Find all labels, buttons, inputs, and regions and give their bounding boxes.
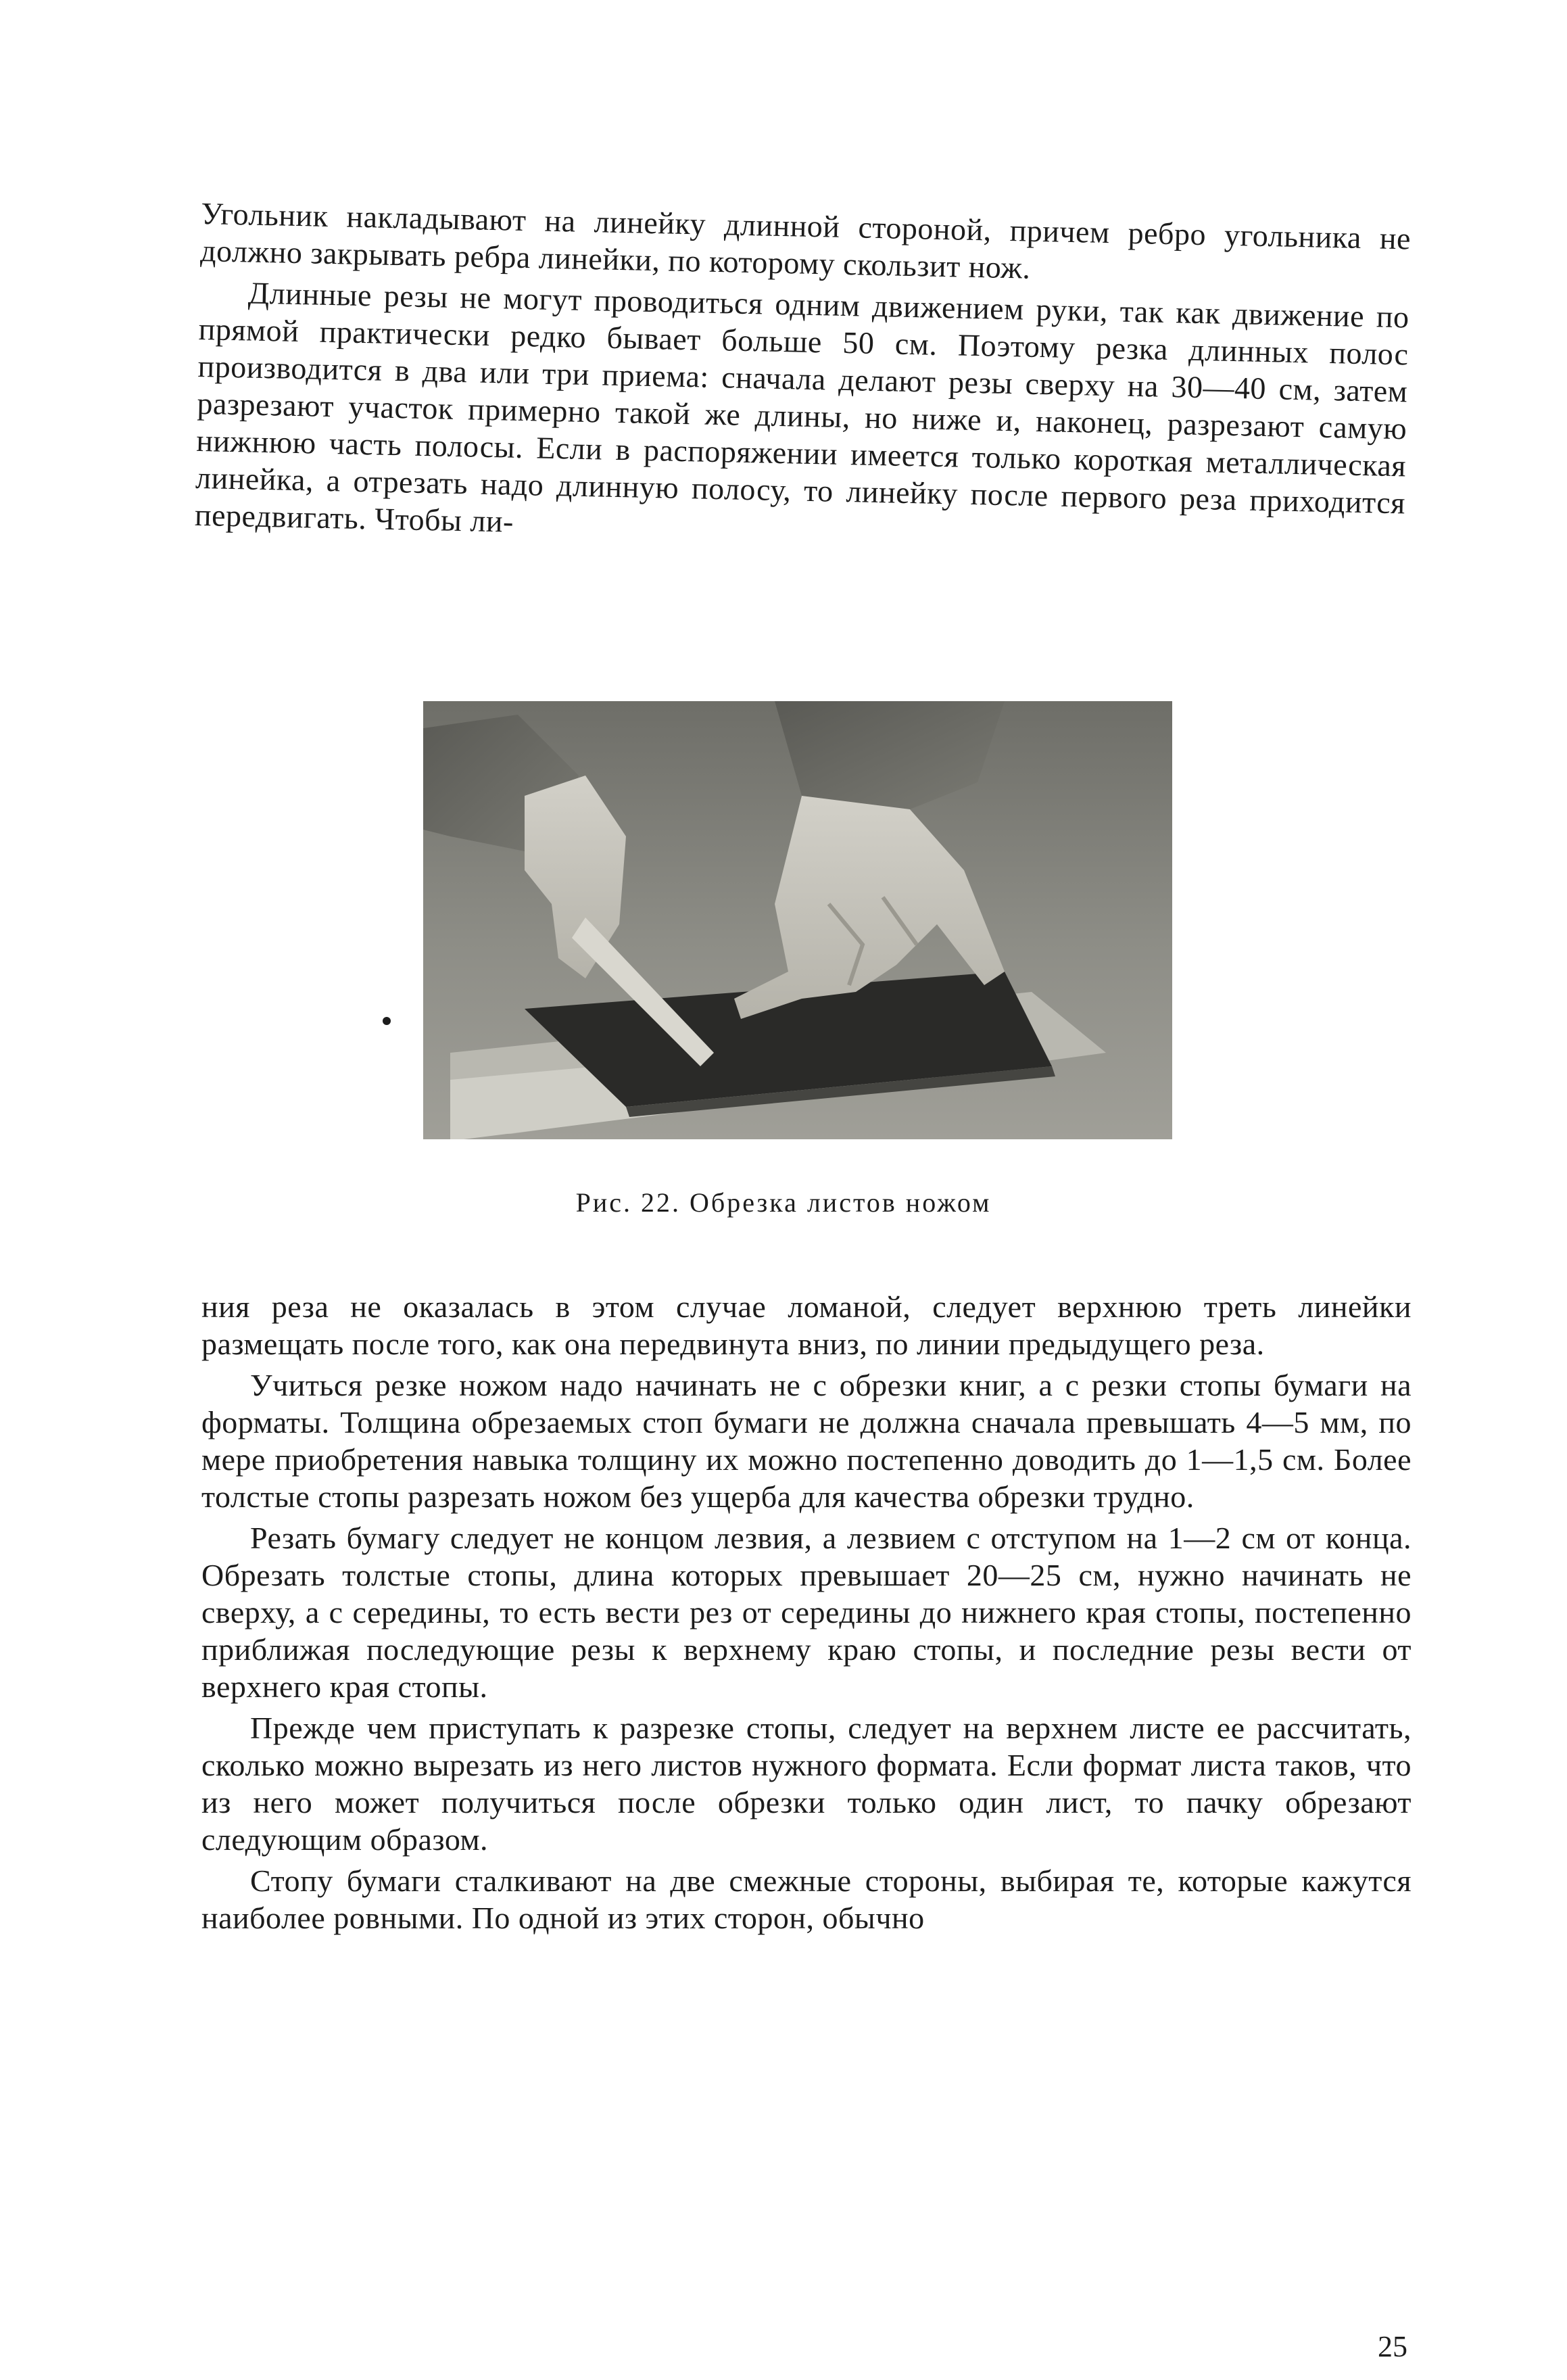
text-block-top bbox=[195, 195, 1412, 558]
paragraph: Прежде чем приступать к разрезке стопы, следует на верхнем листе ее рассчитать, сколько можно вырезать из него листов нужного формата. Если формат листа таков, что из него может получиться после обрезки только один лист, то пачку обрезают следующим образом. bbox=[201, 1711, 1412, 1857]
text-block-bottom bbox=[201, 1288, 1412, 1936]
photo-knife-cutting bbox=[423, 701, 1172, 1139]
margin-dot bbox=[383, 1017, 391, 1025]
paragraph: Учиться резке ножом надо начинать не с обрезки книг, а с резки стопы бумаги на форматы. Толщина обрезаемых стоп бумаги не должна сначала превышать 4—5 мм, по мере приобретения навыка толщину их можно постепенно доводить до 1—1,5 см. Более толстые стопы разрезать ножом без ущерба для качества обрезки трудно. bbox=[201, 1368, 1412, 1514]
page-number: 25 bbox=[1378, 2330, 1407, 2363]
figure-photo bbox=[423, 701, 1172, 1139]
figure-caption: Рис. 22. Обрезка листов ножом bbox=[575, 1187, 992, 1218]
paragraph: Угольник накладывают на линейку длинной стороной, причем ребро угольника не должно закрывать ребра линейки, по которому скользит нож. bbox=[199, 195, 1412, 285]
paragraph: ния реза не оказалась в этом случае ломаной, следует верхнюю треть линейки размещать после того, как она передвинута вниз, по линии предыдущего реза. bbox=[201, 1289, 1412, 1361]
paragraph: Длинные резы не могут проводиться одним движением руки, так как движение по прямой практически редко бывает больше 50 см. Поэтому резка длинных полос производится в два или три приема: сначала делают резы сверху на 30—40 см, затем разрезают участок примерно такой же длины, но ниже и, наконец, разрезают самую нижнюю часть полосы. Если в распоряжении имеется только короткая металлическая линейка, а отрезать надо длинную полосу, то линейку после первого реза приходится передвигать. Чтобы ли- bbox=[194, 275, 1410, 539]
paragraph: Стопу бумаги сталкивают на две смежные стороны, выбирая те, которые кажутся наиболее ровными. По одной из этих сторон, обычно bbox=[201, 1863, 1412, 1935]
paragraph: Резать бумагу следует не концом лезвия, а лезвием с отступом на 1—2 см от конца. Обрезать толстые стопы, длина которых превышает 20—25 см, нужно начинать не сверху, а с середины, то есть вести рез от середины до нижнего края стопы, постепенно приближая последующие резы к верхнему краю стопы, и последние резы вести от верхнего края стопы. bbox=[201, 1521, 1412, 1704]
